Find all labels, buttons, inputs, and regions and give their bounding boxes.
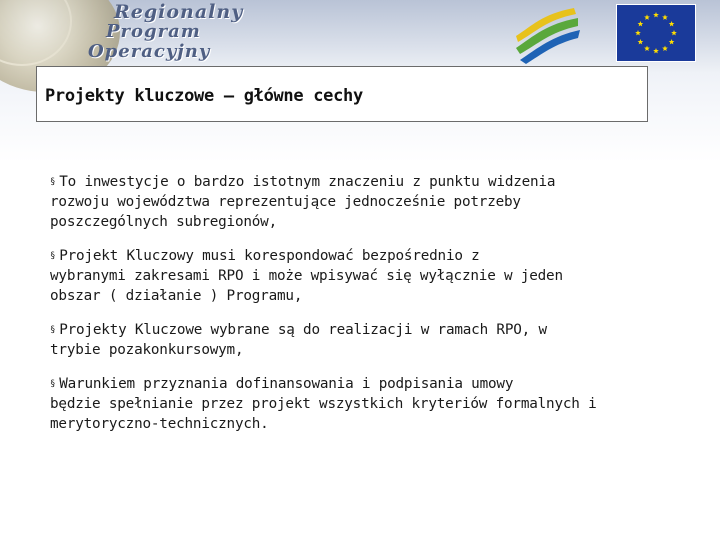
- slide-content: [50, 172, 670, 448]
- bullet-item: [50, 246, 670, 306]
- bullet-item: [50, 374, 670, 434]
- logo-line-1: Regionalny: [114, 1, 244, 23]
- eu-stars: [617, 5, 695, 61]
- bullet-line: obszar ( działanie ) Programu,: [50, 288, 303, 304]
- eu-star: [662, 14, 668, 19]
- bullet-line: Warunkiem przyznania dofinansowania i podpisania umowy: [59, 376, 514, 392]
- eu-star: [644, 14, 650, 19]
- logo-line-3: Operacyjny: [88, 41, 211, 62]
- eu-star: [653, 12, 659, 17]
- eu-star: [644, 46, 650, 51]
- bullet-line: Projekty Kluczowe wybrane są do realizacji w ramach RPO, w: [59, 322, 547, 338]
- bullet-line: poszczególnych subregionów,: [50, 214, 278, 230]
- program-logo: [86, 2, 243, 62]
- eu-star: [669, 21, 675, 26]
- bullet-line: rozwoju województwa reprezentujące jednocześnie potrzeby: [50, 194, 521, 210]
- slide-title: Projekty kluczowe – główne cechy: [45, 86, 363, 106]
- logo-line-2: Program: [106, 21, 201, 42]
- bullet-marker: §: [50, 325, 56, 335]
- bullet-item: [50, 172, 670, 232]
- coin-rim: [0, 0, 72, 66]
- bullet-item: [50, 320, 670, 360]
- bullet-line: będzie spełnianie przez projekt wszystkich kryteriów formalnych i: [50, 396, 597, 412]
- bullet-marker: §: [50, 379, 56, 389]
- waves-logo-icon: [512, 6, 582, 64]
- bullet-line: To inwestycje o bardzo istotnym znaczeniu z punktu widzenia: [59, 174, 556, 190]
- eu-star: [662, 46, 668, 51]
- bullet-line: Projekt Kluczowy musi korespondować bezpośrednio z: [59, 248, 480, 264]
- bullet-marker: §: [50, 251, 56, 261]
- eu-star: [638, 39, 644, 44]
- eu-flag-icon: [616, 4, 696, 62]
- bullet-line: merytoryczno-technicznych.: [50, 416, 269, 432]
- eu-star: [669, 39, 675, 44]
- slide-title-box: [36, 66, 648, 122]
- bullet-marker: §: [50, 177, 56, 187]
- bullet-line: trybie pozakonkursowym,: [50, 342, 244, 358]
- eu-star: [653, 48, 659, 53]
- eu-star: [671, 30, 677, 35]
- eu-star: [635, 30, 641, 35]
- bullet-line: wybranymi zakresami RPO i może wpisywać się wyłącznie w jeden: [50, 268, 563, 284]
- eu-star: [638, 21, 644, 26]
